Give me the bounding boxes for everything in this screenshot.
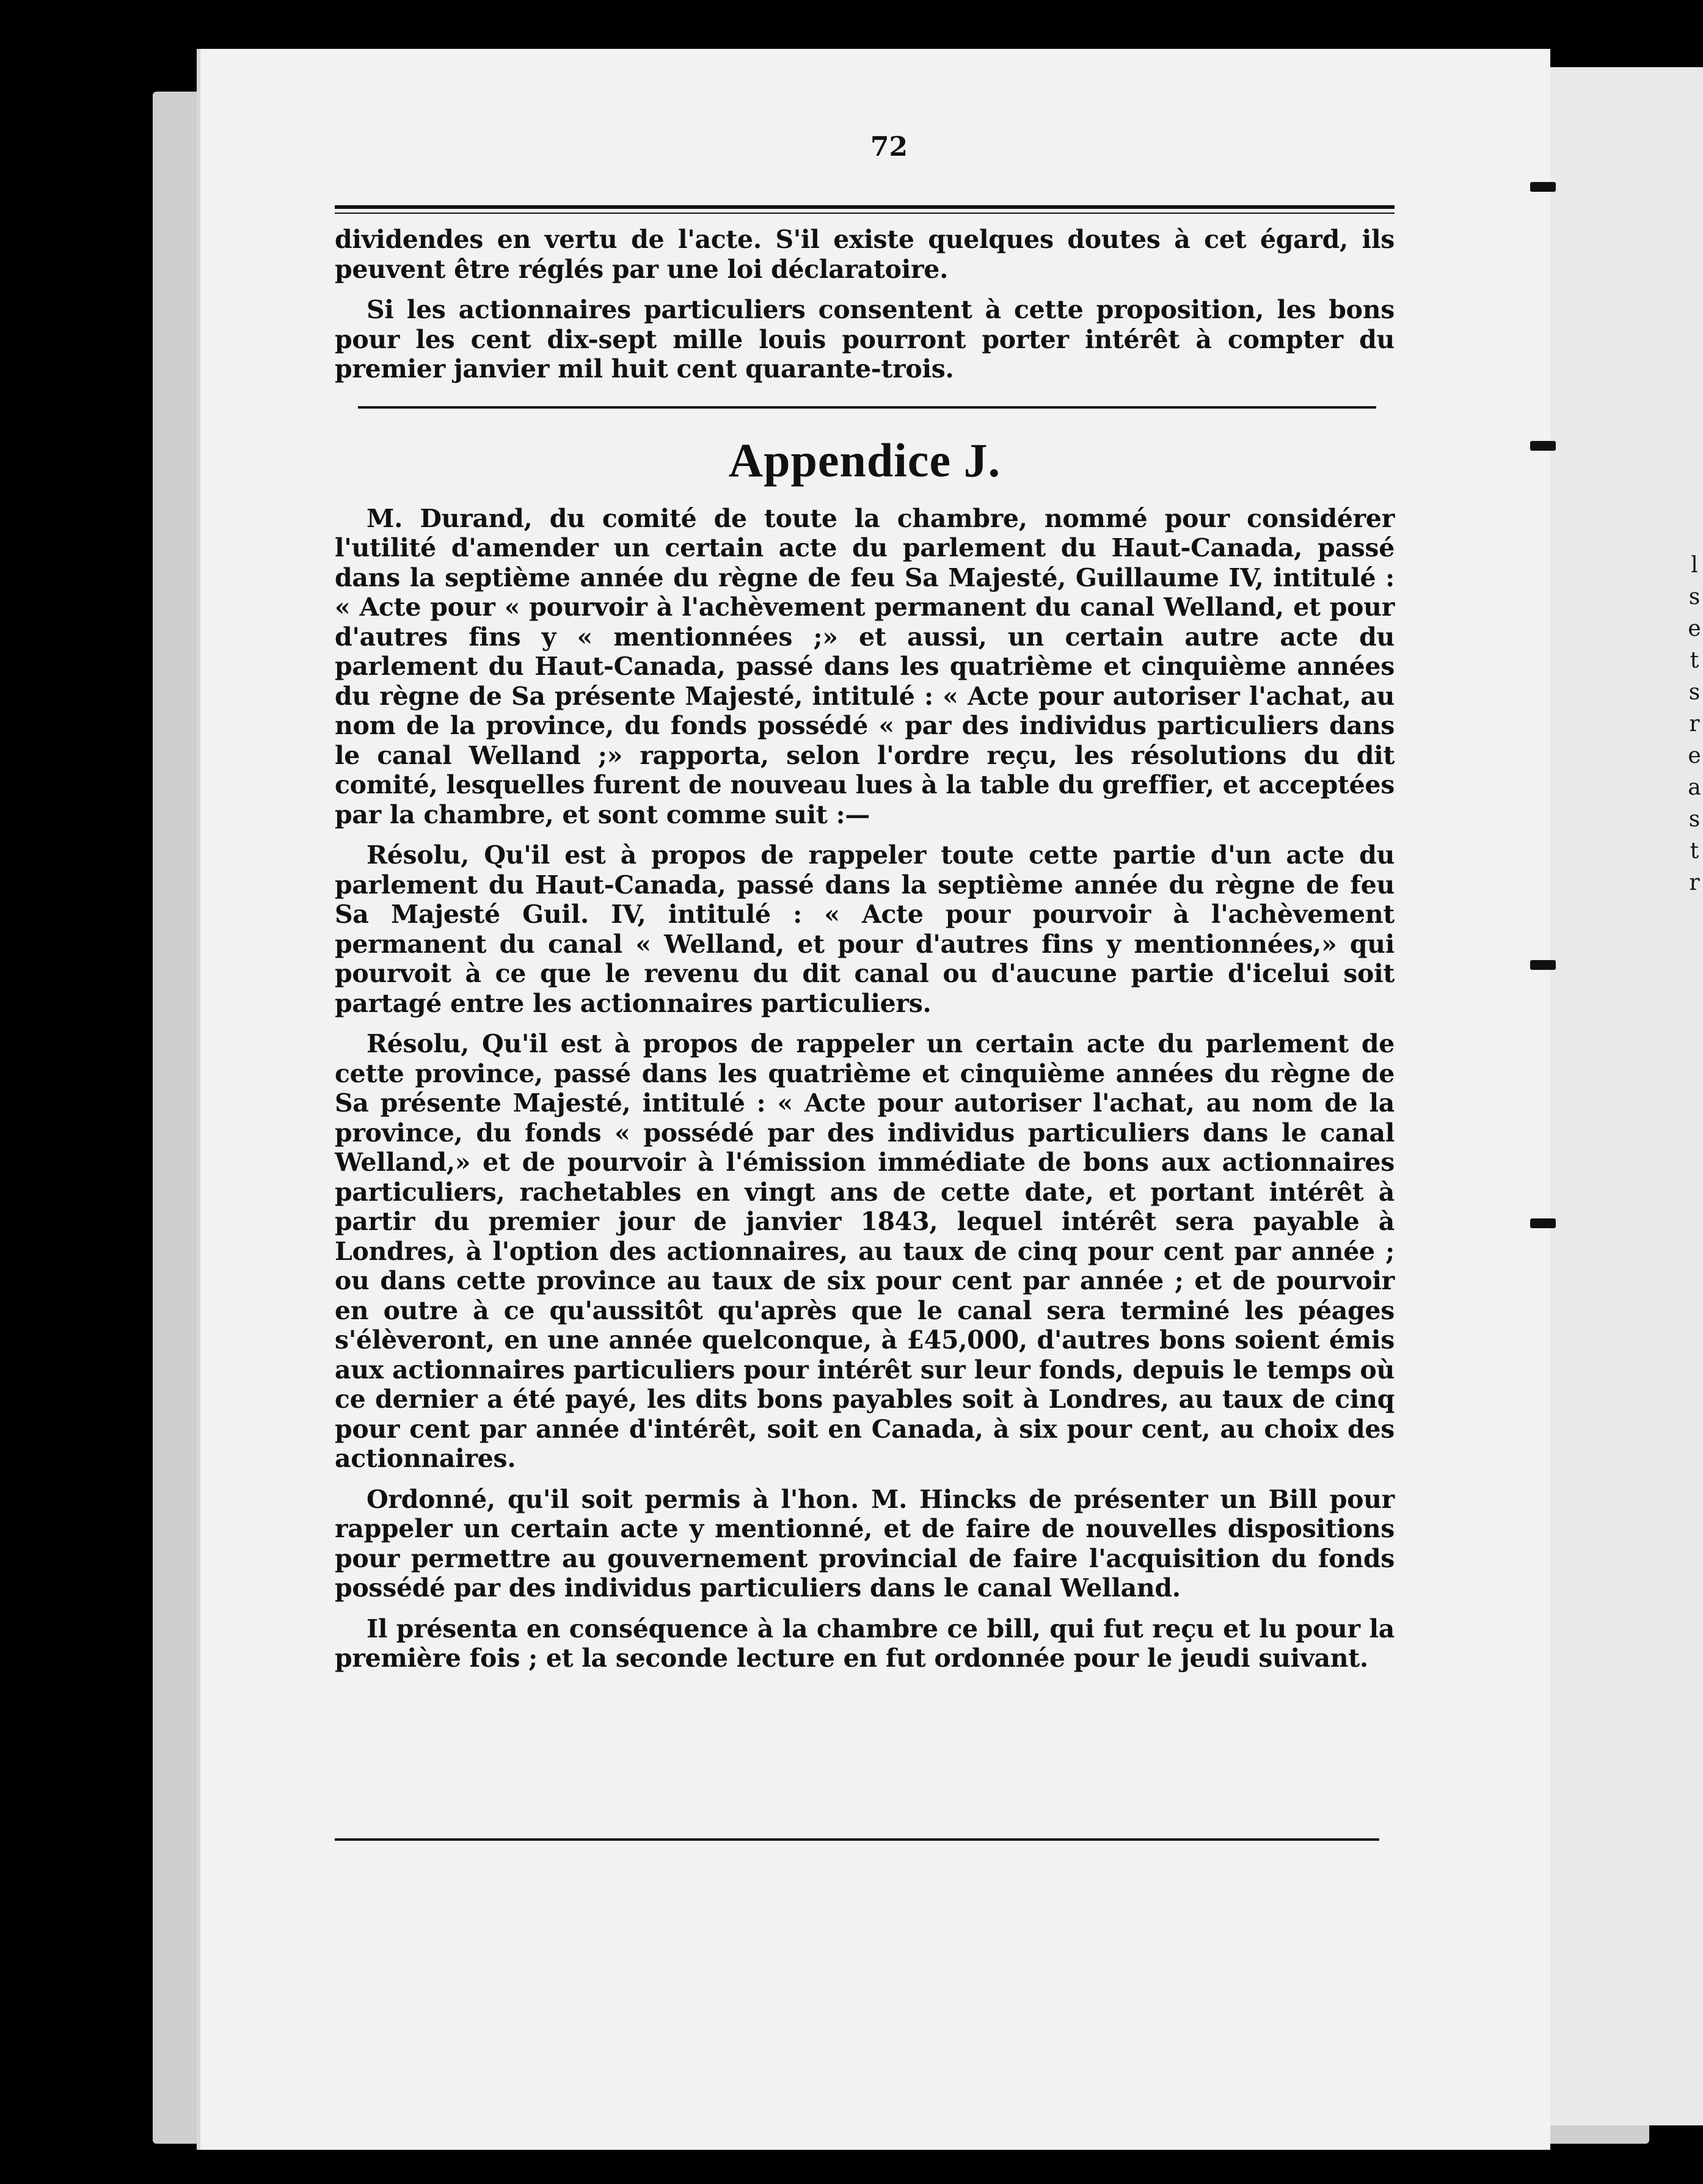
facing-page-edge bbox=[1545, 67, 1703, 2125]
paragraph: Résolu, Qu'il est à propos de rappeler toute cette partie d'un acte du parlement du Haut-Canada, passé dans la septième année du règne de feu Sa Majesté Guil. IV, intitulé : « Acte pour pourvoir à l'achèvement permanent du canal « Welland, et pour d'autres fins y mentionnées,» qui pourvoit à ce que le revenu du dit canal ou d'aucune partie d'icelui soit partagé entre les actionnaires particuliers. bbox=[335, 840, 1395, 1018]
section-divider bbox=[358, 406, 1376, 409]
footer-rule bbox=[335, 1838, 1379, 1841]
paragraph: M. Durand, du comité de toute la chambre, nommé pour considérer l'utilité d'amender un certain acte du parlement du Haut-Canada, passé dans la septième année du règne de feu Sa Majesté, Guillaume IV, intitulé : « Acte pour « pourvoir à l'achèvement permanent du canal Welland, et pour d'autres fins y « mentionnées ;» et aussi, un certain autre acte du parlement du Haut-Canada, passé dans les quatrième et cinquième années du règne de Sa présente Majesté, intitulé : « Acte pour autoriser l'achat, au nom de la province, du fonds possédé « par des individus particuliers dans le canal Welland ;» rapporta, selon l'ordre reçu, les résolutions du dit comité, lesquelles furent de nouveau lues à la table du greffier, et acceptées par la chambre, et sont comme suit :— bbox=[335, 503, 1395, 829]
page-content bbox=[335, 131, 1395, 1684]
paragraph: Si les actionnaires particuliers consentent à cette proposition, les bons pour les cent dix-sept mille louis pourront porter intérêt à compter du premier janvier mil huit cent quarante-trois. bbox=[335, 295, 1395, 384]
binding-mark bbox=[1530, 960, 1556, 970]
paragraph: Résolu, Qu'il est à propos de rappeler un certain acte du parlement de cette province, passé dans les quatrième et cinquième années du règne de Sa présente Majesté, intitulé : « Acte pour autoriser l'achat, au nom de la province, du fonds « possédé par des individus particuliers dans le canal Welland,» et de pourvoir à l'émission immédiate de bons aux actionnaires particuliers, rachetables en vingt ans de cette date, et portant intérêt à partir du premier jour de janvier 1843, lequel intérêt sera payable à Londres, à l'option des actionnaires, au taux de cinq pour cent par année ; ou dans cette province au taux de six pour cent par année ; et de pourvoir en outre à ce qu'aussitôt qu'après que le canal sera terminé les péages s'élèveront, en une année quelconque, à £45,000, d'autres bons soient émis aux actionnaires particuliers pour intérêt sur leur fonds, depuis le temps où ce dernier a été payé, les dits bons payables soit à Londres, au taux de cinq pour cent par année d'intérêt, soit en Canada, à six pour cent, au choix des actionnaires. bbox=[335, 1029, 1395, 1473]
binding-mark bbox=[1530, 441, 1556, 451]
section-heading: Appendice J. bbox=[728, 433, 1001, 487]
continued-paragraph: dividendes en vertu de l'acte. S'il existe quelques doutes à cet égard, ils peuvent être réglés par une loi déclaratoire. bbox=[335, 225, 1395, 284]
page-number: 72 bbox=[870, 131, 908, 162]
binding-mark bbox=[1530, 1218, 1556, 1228]
header-rule bbox=[335, 205, 1395, 214]
facing-page-text-fragment: l s e t s r e a s t r bbox=[1688, 553, 1701, 895]
paragraph: Ordonné, qu'il soit permis à l'hon. M. Hincks de présenter un Bill pour rappeler un certain acte y mentionné, et de faire de nouvelles dispositions pour permettre au gouvernement provincial de faire l'acquisition du fonds possédé par des individus particuliers dans le canal Welland. bbox=[335, 1484, 1395, 1603]
binding-mark bbox=[1530, 182, 1556, 192]
paragraph: Il présenta en conséquence à la chambre ce bill, qui fut reçu et lu pour la première fois ; et la seconde lecture en fut ordonnée pour le jeudi suivant. bbox=[335, 1614, 1395, 1673]
